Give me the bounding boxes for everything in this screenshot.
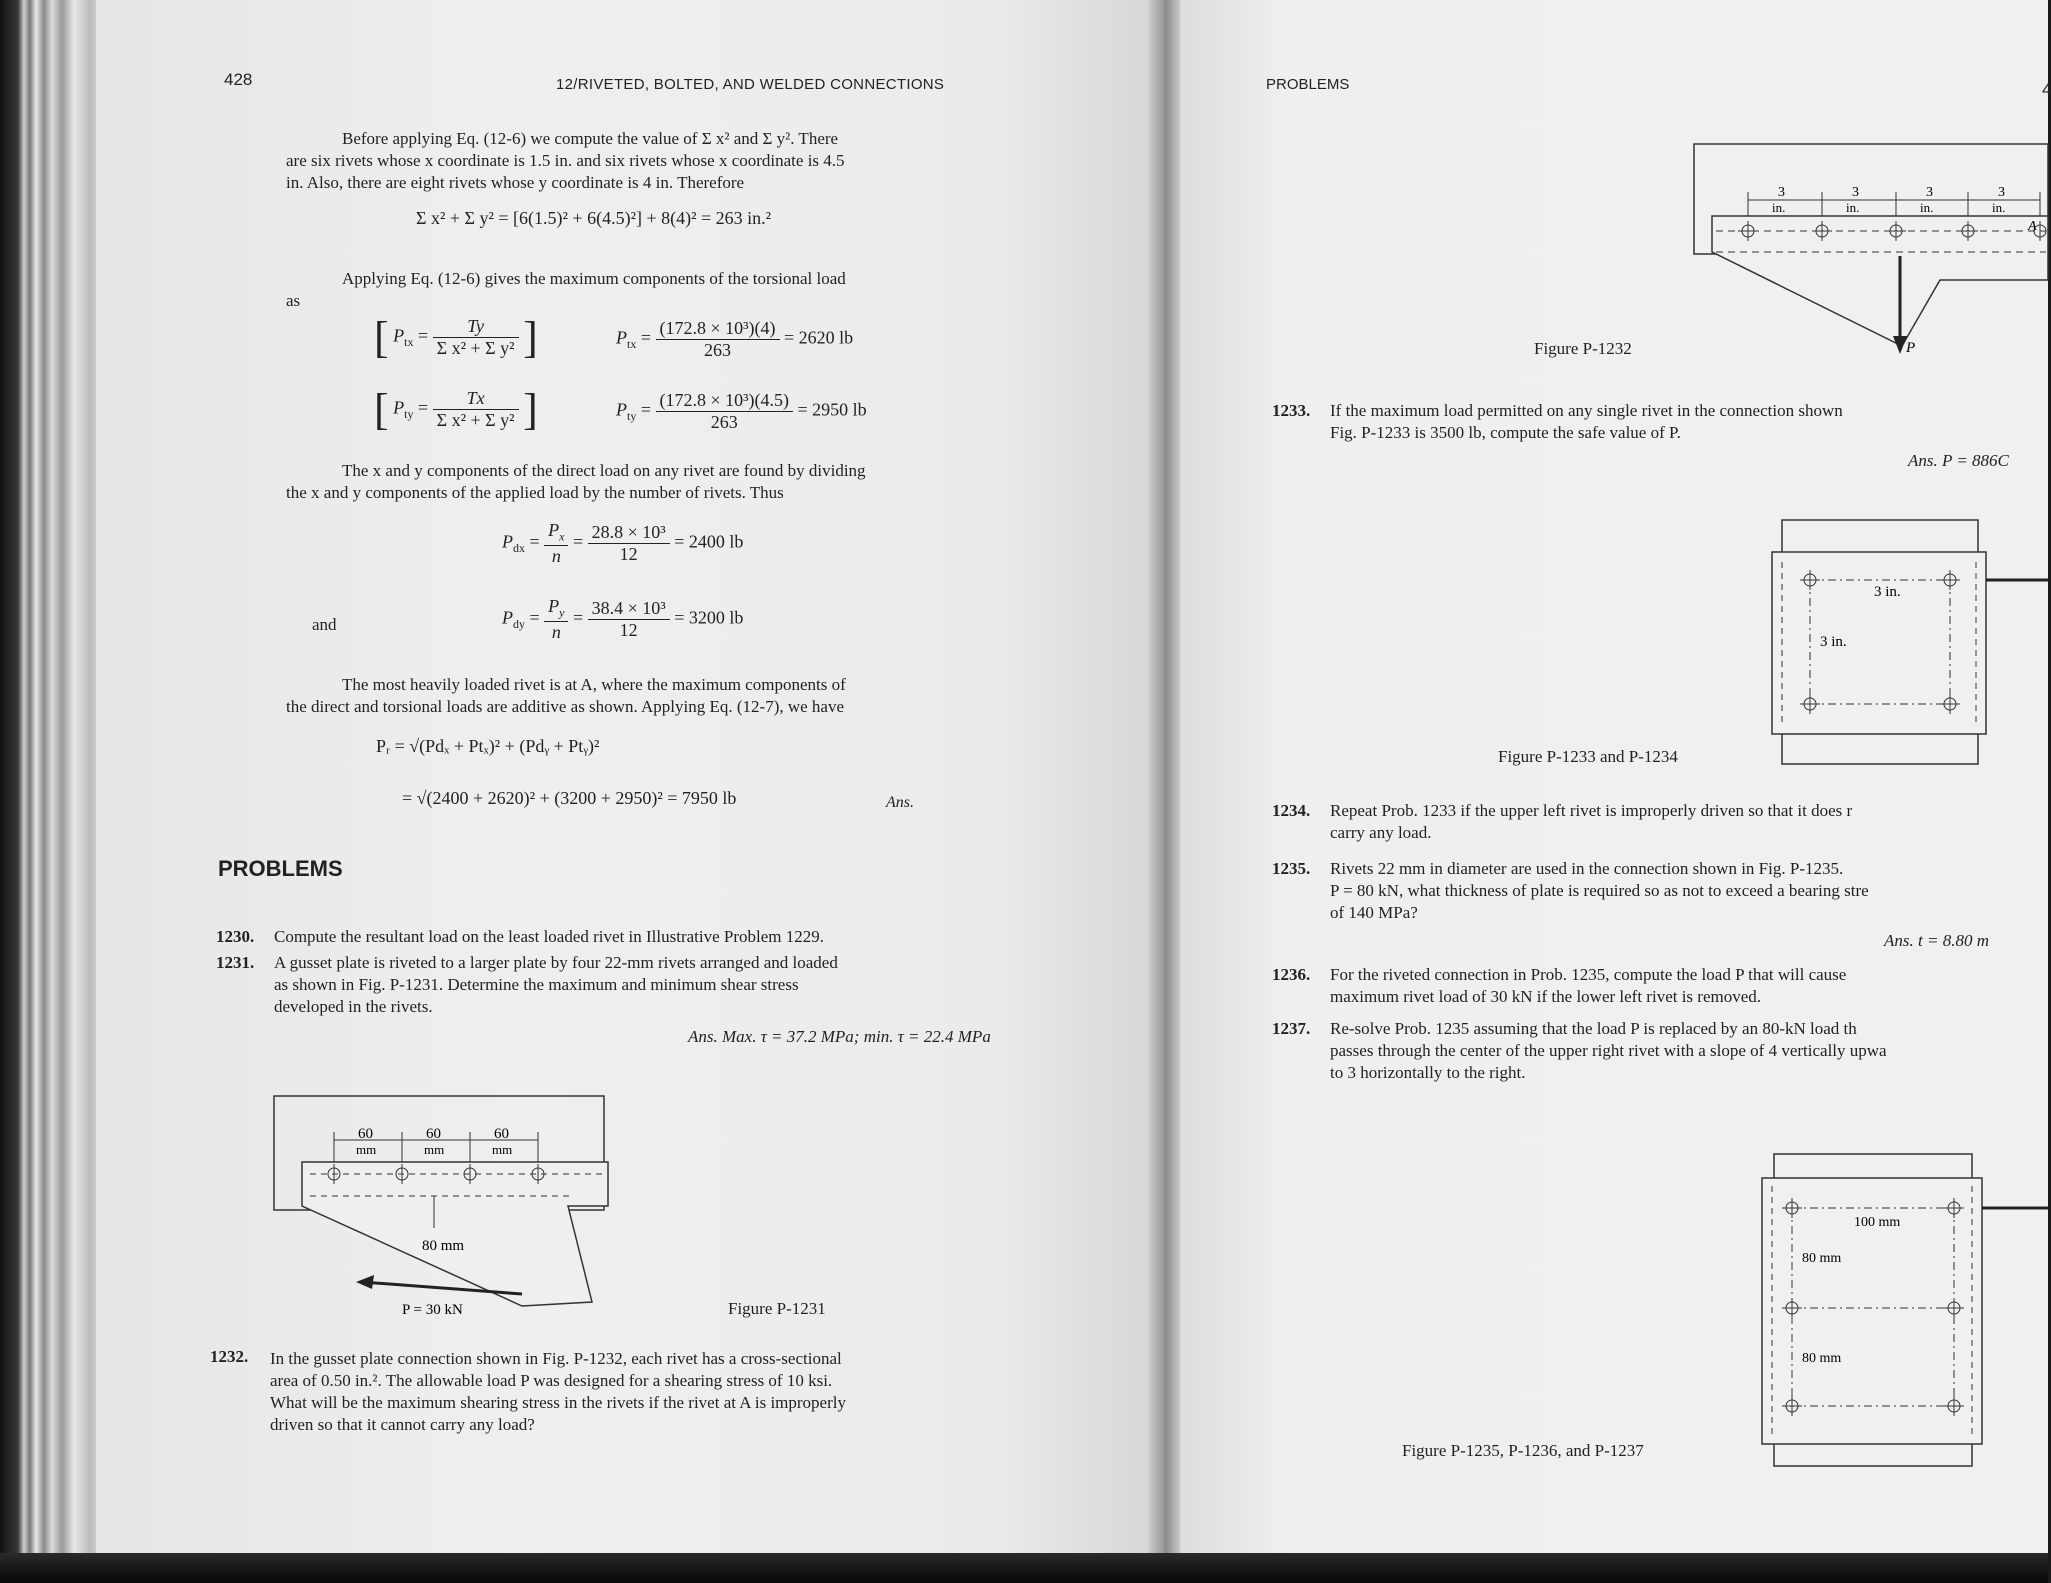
fig1232-unit2: in. xyxy=(1846,200,1860,215)
page-number: 428 xyxy=(224,70,253,89)
result-ptx-den: 263 xyxy=(704,340,732,360)
fig1235-caption: Figure P-1235, P-1236, and P-1237 xyxy=(1402,1441,1644,1460)
p1237-number: 1237. xyxy=(1272,1019,1311,1038)
pdx-sub: dx xyxy=(513,541,525,556)
right-running-head: PROBLEMS xyxy=(1266,76,1350,93)
intro-line-3: in. Also, there are eight rivets whose y coordinate is 4 in. Therefore xyxy=(286,173,745,192)
right-page-number: 4 xyxy=(2042,80,2051,99)
heavy-line-2: the direct and torsional loads are additive as shown. Applying Eq. (12-7), we have xyxy=(286,697,845,716)
fig1231-dim3: 60 xyxy=(494,1126,509,1142)
p1231-answer: Ans. Max. τ = 37.2 MPa; min. τ = 22.4 MPa xyxy=(688,1027,991,1046)
p1233-line-1: If the maximum load permitted on any single rivet in the connection shown xyxy=(1330,401,1843,420)
p1235-answer: Ans. t = 8.80 m xyxy=(1884,931,1989,950)
p1232-number: 1232. xyxy=(210,1347,249,1366)
p1236-line-1: For the riveted connection in Prob. 1235, compute the load P that will cause xyxy=(1330,965,1847,984)
p1235-line-2: P = 80 kN, what thickness of plate is required so as not to exceed a bearing stre xyxy=(1330,881,1869,900)
pdx-num: 28.8 × 10³ xyxy=(588,522,670,544)
left-page xyxy=(96,0,1148,1583)
fig1235-vdim1: 80 mm xyxy=(1802,1251,1842,1266)
pdy-d1: n xyxy=(551,621,561,642)
p1236-line-2: maximum rivet load of 30 kN if the lower left rivet is removed. xyxy=(1330,987,1762,1006)
fig1232-unit4: in. xyxy=(1992,200,2006,215)
p1231-line-3: developed in the rivets. xyxy=(274,997,433,1016)
result-pty-sub: ty xyxy=(627,409,637,424)
p1234-line-1: Repeat Prob. 1233 if the upper left rivet is improperly driven so that it does r xyxy=(1330,801,1853,820)
running-head: 12/RIVETED, BOLTED, AND WELDED CONNECTIONS xyxy=(556,76,945,93)
fig1231-dim2: 60 xyxy=(426,1126,441,1142)
p1231-line-2: as shown in Fig. P-1231. Determine the maximum and minimum shear stress xyxy=(274,975,799,994)
formula-pty: [ $P_{ty}$ = $\frac{Tx}{\text{Σ x² + Σ y²}}$ ] xyxy=(374,385,538,434)
p1237-line-3: to 3 horizontally to the right. xyxy=(1330,1063,1526,1082)
fig1232-load: P xyxy=(1906,340,1916,356)
formula-pty-num: Tx xyxy=(433,388,519,410)
intro-line-2: are six rivets whose x coordinate is 1.5 in. and six rivets whose x coordinate is 4.5 xyxy=(286,151,845,170)
result-ptx: $P_{tx}$ = $\frac{\text{(172.8 × 10³)(4)}}{263}$ = 2620 lb xyxy=(616,318,854,360)
problems-heading: PROBLEMS xyxy=(218,856,343,881)
fig1233-caption: Figure P-1233 and P-1234 xyxy=(1498,747,1678,766)
direct-line-1: The x and y components of the direct load on any rivet are found by dividing xyxy=(342,461,866,480)
p1235-number: 1235. xyxy=(1272,859,1311,878)
p1235-line-3: of 140 MPa? xyxy=(1330,903,1418,922)
formula-ptx-num: Ty xyxy=(433,316,519,338)
sum-equation: Σ x² + Σ y² = [6(1.5)² + 6(4.5)²] + 8(4)² = 263 in.² xyxy=(416,208,772,228)
p1236-number: 1236. xyxy=(1272,965,1311,984)
fig1232-caption: Figure P-1232 xyxy=(1534,339,1632,358)
pdy-value: = 3200 lb xyxy=(674,607,744,628)
book-gutter xyxy=(1148,0,1180,1583)
fig1232-point-a: A xyxy=(2028,219,2037,234)
pdy-n1: $P_y$ xyxy=(544,596,568,622)
heavy-line-1: The most heavily loaded rivet is at A, where the maximum components of xyxy=(342,675,846,694)
pdy-num: 38.4 × 10³ xyxy=(588,598,670,620)
fig1231-load: P = 30 kN xyxy=(402,1302,463,1318)
fig1231-unit1: mm xyxy=(356,1142,377,1157)
formula-pty-lhs-sub: ty xyxy=(404,407,414,422)
formula-pty-den: Σ x² + Σ y² xyxy=(436,410,515,430)
intro-line-1: Before applying Eq. (12-6) we compute the value of Σ x² and Σ y². There xyxy=(342,129,839,148)
result-pty-num: (172.8 × 10³)(4.5) xyxy=(656,390,794,412)
right-page xyxy=(1180,0,2051,1583)
p1233-line-2: Fig. P-1233 is 3500 lb, compute the safe value of P. xyxy=(1330,423,1681,442)
fig1231-vdim: 80 mm xyxy=(422,1238,465,1254)
figure-p1232 xyxy=(1690,140,2048,370)
formula-pdy: $P_{dy}$ = $\frac{P_y}{n}$ = $\frac{\text{38.4 × 10³}}{12}$ = 3200 lb xyxy=(502,596,744,642)
pdx-value: = 2400 lb xyxy=(674,531,744,552)
p1230-number: 1230. xyxy=(216,927,255,946)
fig1232-unit3: in. xyxy=(1920,200,1934,215)
fig1231-caption: Figure P-1231 xyxy=(728,1299,826,1318)
fig1231-dim1: 60 xyxy=(358,1126,373,1142)
p1233-answer: Ans. P = 886C xyxy=(1908,451,2009,470)
result-pty-den: 263 xyxy=(710,412,738,432)
formula-ptx-den: Σ x² + Σ y² xyxy=(436,338,515,358)
figure-p1231 xyxy=(272,1092,752,1322)
pdy-sub: dy xyxy=(513,617,525,632)
formula-ptx-lhs: P xyxy=(393,325,405,346)
pr-equation-1: Pᵣ = √(Pdₓ + Ptₓ)² + (Pdᵧ + Ptᵧ)² xyxy=(376,736,600,756)
fig1232-unit1: in. xyxy=(1772,200,1786,215)
fig1231-unit3: mm xyxy=(492,1142,513,1157)
p1237-line-2: passes through the center of the upper right rivet with a slope of 4 vertically upwa xyxy=(1330,1041,1887,1060)
figure-p1233 xyxy=(1770,516,2048,768)
direct-line-2: the x and y components of the applied load by the number of rivets. Thus xyxy=(286,483,784,502)
p1232-line-4: driven so that it cannot carry any load? xyxy=(270,1415,535,1434)
fig1232-dim1: 3 xyxy=(1778,185,1785,200)
pdx-d1: n xyxy=(551,545,561,566)
book-bottom-edge xyxy=(0,1553,2048,1583)
result-ptx-lhs: P xyxy=(616,327,627,348)
applying-line-2: as xyxy=(286,291,301,310)
formula-pdx: $P_{dx}$ = $\frac{P_x}{n}$ = $\frac{\text{28.8 × 10³}}{12}$ = 2400 lb xyxy=(502,520,744,566)
result-ptx-value: = 2620 lb xyxy=(784,327,854,348)
fig1235-hdim: 100 mm xyxy=(1854,1215,1901,1230)
figure-p1235 xyxy=(1758,1150,2048,1470)
result-pty-value: = 2950 lb xyxy=(797,399,867,420)
p1234-line-2: carry any load. xyxy=(1330,823,1432,842)
fig1232-dim2: 3 xyxy=(1852,185,1859,200)
p1237-line-1: Re-solve Prob. 1235 assuming that the load P is replaced by an 80-kN load th xyxy=(1330,1019,1857,1038)
p1230-line-1: Compute the resultant load on the least loaded rivet in Illustrative Problem 1229. xyxy=(274,927,825,946)
result-ptx-sub: tx xyxy=(627,337,637,352)
ans-label: Ans. xyxy=(886,794,914,811)
result-pty: $P_{ty}$ = $\frac{\text{(172.8 × 10³)(4.5)}}{263}$ = 2950 lb xyxy=(616,390,867,432)
pdx-n1: $P_x$ xyxy=(544,520,568,546)
fig1233-vdim: 3 in. xyxy=(1820,634,1847,650)
book-page-edges xyxy=(0,0,110,1583)
pdx-lhs: P xyxy=(502,531,513,552)
p1234-number: 1234. xyxy=(1272,801,1311,820)
fig1232-dim4: 3 xyxy=(1998,185,2005,200)
p1232-line-2: area of 0.50 in.². The allowable load P was designed for a shearing stress of 10 ksi. xyxy=(270,1371,833,1390)
p1233-number: 1233. xyxy=(1272,401,1311,420)
fig1231-unit2: mm xyxy=(424,1142,445,1157)
pdy-lhs: P xyxy=(502,607,513,628)
formula-ptx-lhs-sub: tx xyxy=(404,335,414,350)
pr-equation-2: = √(2400 + 2620)² + (3200 + 2950)² = 7950 lb xyxy=(402,788,737,808)
fig1233-hdim: 3 in. xyxy=(1874,584,1901,600)
pdx-den: 12 xyxy=(619,543,638,564)
pdy-den: 12 xyxy=(619,619,638,640)
fig1232-dim3: 3 xyxy=(1926,185,1933,200)
formula-pty-lhs: P xyxy=(393,397,405,418)
and-label: and xyxy=(312,615,337,634)
p1231-line-1: A gusset plate is riveted to a larger plate by four 22-mm rivets arranged and loaded xyxy=(274,953,838,972)
p1232-line-1: In the gusset plate connection shown in Fig. P-1232, each rivet has a cross-sectional xyxy=(270,1349,842,1368)
result-ptx-num: (172.8 × 10³)(4) xyxy=(656,318,780,340)
formula-ptx: [ $P_{tx}$ = $\frac{Ty}{\text{Σ x² + Σ y²}}$ ] xyxy=(374,313,538,362)
result-pty-lhs: P xyxy=(616,399,627,420)
p1231-number: 1231. xyxy=(216,953,255,972)
fig1235-vdim2: 80 mm xyxy=(1802,1351,1842,1366)
p1232-line-3: What will be the maximum shearing stress in the rivets if the rivet at A is improperly xyxy=(270,1393,846,1412)
applying-line-1: Applying Eq. (12-6) gives the maximum components of the torsional load xyxy=(342,269,846,288)
p1235-line-1: Rivets 22 mm in diameter are used in the connection shown in Fig. P-1235. xyxy=(1330,859,1844,878)
